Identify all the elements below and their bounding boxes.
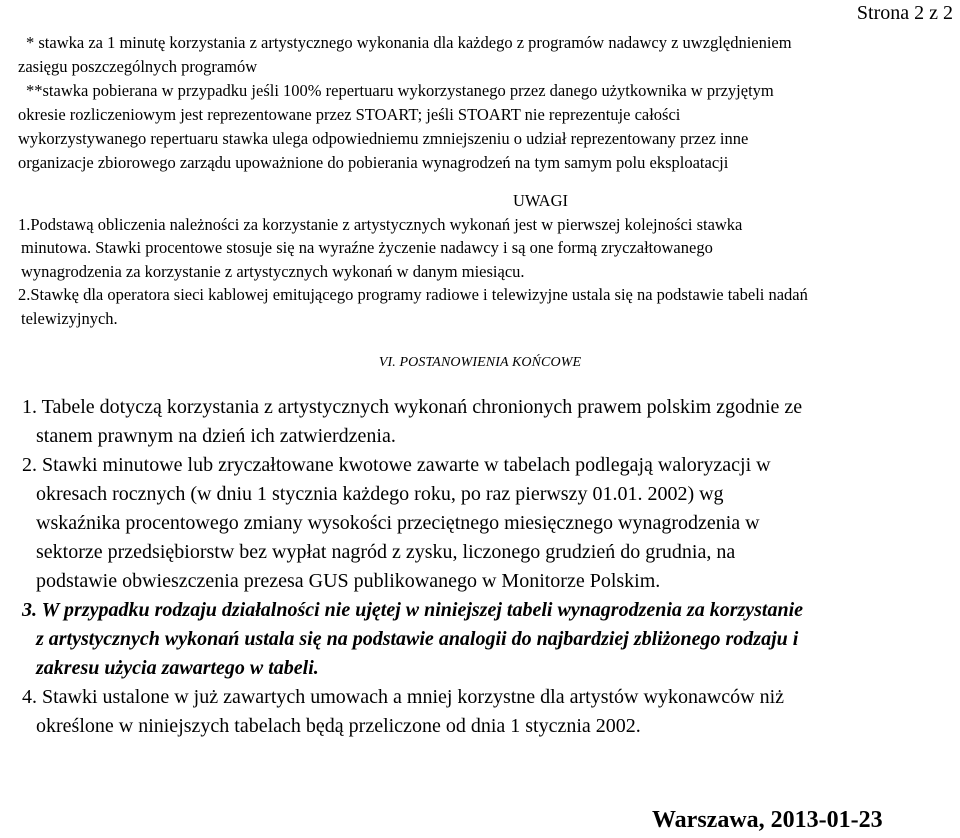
provision-1 [22,393,957,451]
footnote-single-star-line-1: * stawka za 1 minutę korzystania z artystycznego wykonania dla każdego z programów nadawcy z uwzględnieniem [26,33,792,52]
provision-2-line-3: wskaźnika procentowego zmiany wysokości przeciętnego miesięcznego wynagrodzenia w [36,512,760,534]
remarks-section [18,189,953,330]
section-title: VI. POSTANOWIENIA KOŃCOWE [378,355,582,370]
provision-3-line-1: 3. W przypadku rodzaju działalności nie ujętej w niniejszej tabeli wynagrodzenia za korzystanie [22,599,804,621]
footnote-double-star-line-4: organizacje zbiorowego zarządu upoważnione do pobierania wynagrodzeń na tym samym polu eksploatacji [18,153,729,172]
final-provisions [22,393,957,741]
place-and-date: Warszawa, 2013-01-23 [652,807,883,833]
footnote-double-star-line-3: wykorzystywanego repertuaru stawka ulega odpowiedniemu zmniejszeniu o udział reprezentowany przez inne [18,129,749,148]
rate-footnotes [18,31,953,175]
provision-4 [22,683,957,741]
provision-1-line-1: 1. Tabele dotyczą korzystania z artystycznych wykonań chronionych prawem polskim zgodnie ze [22,396,803,418]
provision-3 [22,596,957,683]
provision-1-line-2: stanem prawnym na dzień ich zatwierdzenia. [36,425,396,447]
remark-1-line-2: minutowa. Stawki procentowe stosuje się na wyraźne życzenie nadawcy i są one formą zryczałtowanego [21,238,713,257]
remark-1-line-3: wynagrodzenia za korzystanie z artystycznych wykonań w danym miesiącu. [21,261,525,281]
remark-1-line-1: 1.Podstawą obliczenia należności za korzystanie z artystycznych wykonań jest w pierwszej kolejności stawka [18,214,743,234]
remark-2-line-2: telewizyjnych. [21,308,118,328]
provision-2-line-2: okresach rocznych (w dniu 1 stycznia każdego roku, po raz pierwszy 01.01. 2002) wg [36,483,724,505]
footnote-double-star-line-1: **stawka pobierana w przypadku jeśli 100% repertuaru wykorzystanego przez danego użytkownika w przyjętym [26,81,774,100]
provision-3-line-2: z artystycznych wykonań ustala się na podstawie analogii do najbardziej zbliżonego rodzaju i [36,628,799,650]
footnote-single-star-line-2: zasięgu poszczególnych programów [18,57,258,76]
provision-3-line-3: zakresu użycia zawartego w tabeli. [36,657,319,679]
remark-2-line-1: 2.Stawkę dla operatora sieci kablowej emitującego programy radiowe i telewizyjne ustala się na podstawie tabeli nadań [18,285,808,304]
provision-4-line-1: 4. Stawki ustalone w już zawartych umowach a mniej korzystne dla artystów wykonawców niż [22,686,785,708]
provision-4-line-2: określone w niniejszych tabelach będą przeliczone od dnia 1 stycznia 2002. [36,715,641,737]
provision-2-line-4: sektorze przedsiębiorstw bez wypłat nagród z zysku, liczonego grudzień do grudnia, na [36,541,736,563]
provision-2-line-1: 2. Stawki minutowe lub zryczałtowane kwotowe zawarte w tabelach podlegają waloryzacji w [22,454,771,476]
provision-2-line-5: podstawie obwieszczenia prezesa GUS publikowanego w Monitorze Polskim. [36,570,661,592]
provision-2 [22,451,957,596]
footnote-double-star-line-2: okresie rozliczeniowym jest reprezentowane przez STOART; jeśli STOART nie reprezentuje całości [18,105,681,124]
remarks-title: UWAGI [513,191,568,210]
page-number: Strona 2 z 2 [856,2,953,24]
